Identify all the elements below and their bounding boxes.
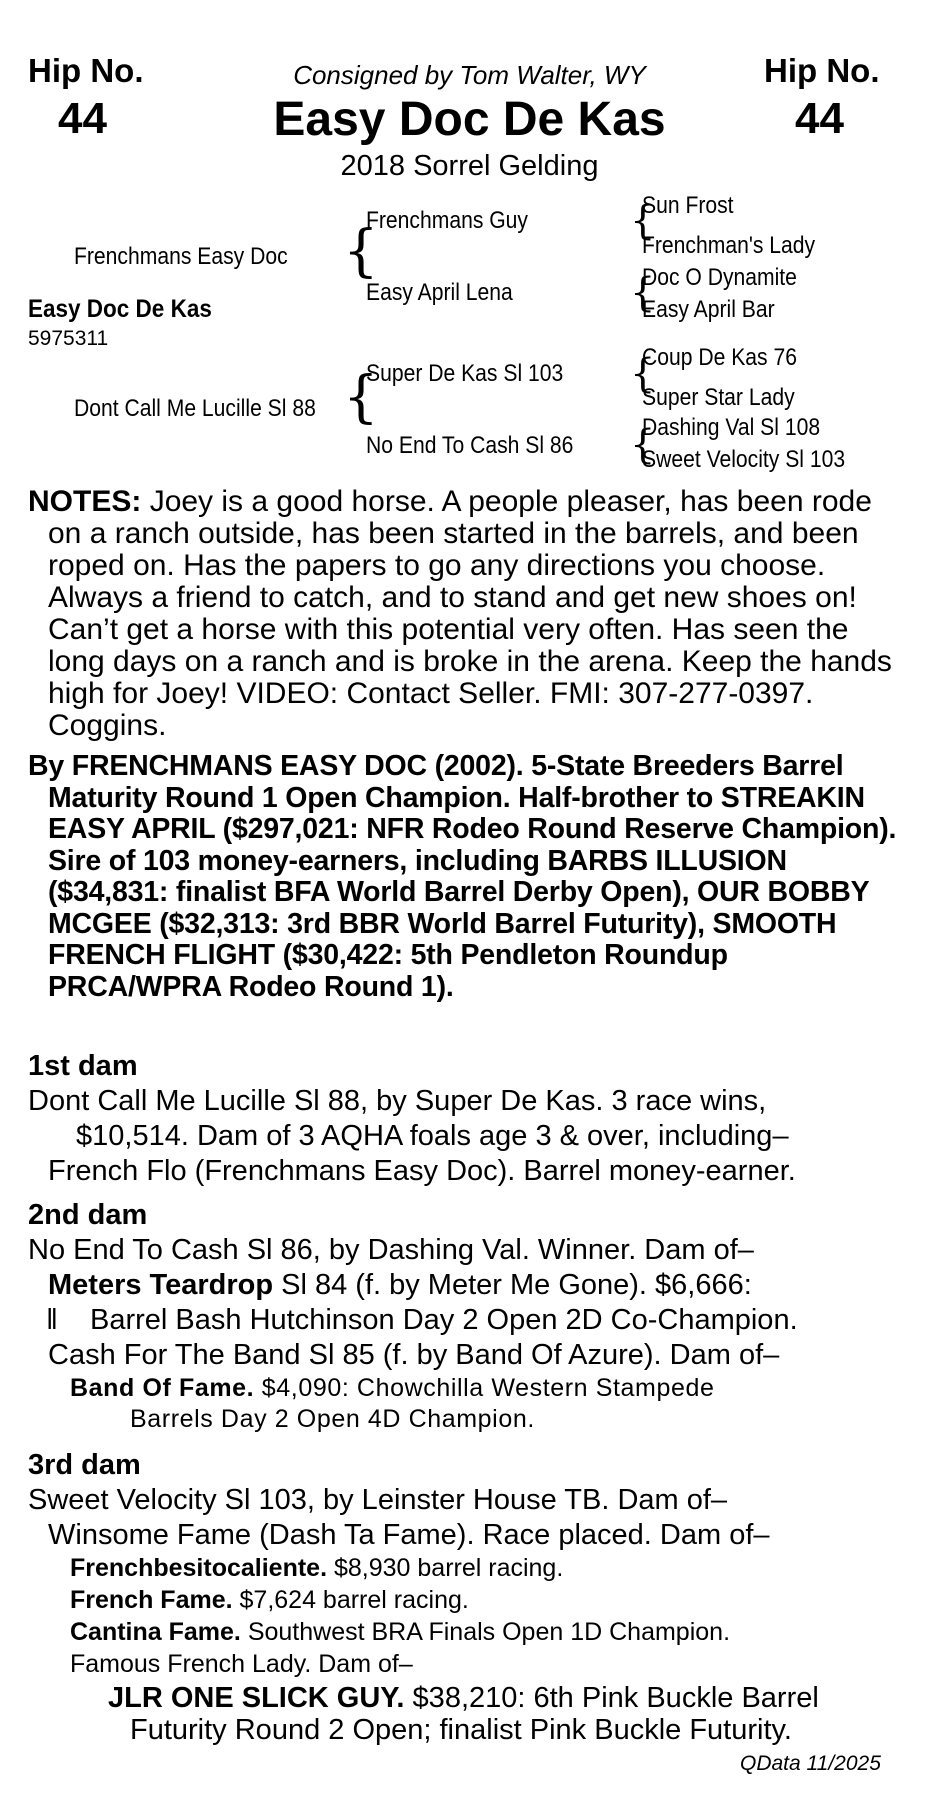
pedigree-dam: Dont Call Me Lucille Sl 88 — [74, 395, 316, 422]
third-dam-line-1: Sweet Velocity Sl 103, by Leinster House TB. Dam of– — [28, 1484, 728, 1516]
pedigree-dam-sire: Super De Kas Sl 103 — [366, 360, 564, 387]
third-dam-line-2: Winsome Fame (Dash Ta Fame). Race placed. Dam of– — [48, 1519, 770, 1551]
pedigree-sire-sire: Frenchmans Guy — [366, 207, 528, 234]
consigned-by: Consigned by Tom Walter, WY — [293, 60, 646, 90]
pedigree-dam-sire-dam: Super Star Lady — [642, 384, 795, 411]
frenchbesitocaliente-details: $8,930 barrel racing. — [327, 1554, 564, 1582]
pedigree-sire-dam: Easy April Lena — [366, 279, 513, 306]
pedigree-sire-dam-dam: Easy April Bar — [642, 296, 775, 323]
third-dam-line-7 — [108, 1682, 819, 1715]
pedigree-sire-dam-sire: Doc O Dynamite — [642, 264, 797, 291]
first-dam-line-1: Dont Call Me Lucille Sl 88, by Super De Kas. 3 race wins, — [28, 1085, 767, 1117]
first-dam-line-2: $10,514. Dam of 3 AQHA foals age 3 & over, including– — [76, 1120, 789, 1152]
second-dam-line-2 — [48, 1269, 752, 1302]
brace-dam-dam: { — [630, 422, 656, 468]
third-dam-line-6: Famous French Lady. Dam of– — [70, 1650, 413, 1678]
sire-info-text: By FRENCHMANS EASY DOC (2002). 5-State Breeders Barrel Maturity Round 1 Open Champion. Half-brother to STREAKIN EASY APRIL ($297,021: NFR Rodeo Round Reserve Champion). Sire of 103 money-earners, including BARBS ILLUSION ($34,831: finalist BFA World Barrel Derby Open), OUR BOBBY MCGEE ($32,313: 3rd BBR World Barrel Futurity), SMOOTH FRENCH FLIGHT ($30,422: 5th Pendleton Roundup PRCA/WPRA Rodeo Round 1). — [28, 750, 897, 1003]
jlr-one-slick-guy-name: JLR ONE SLICK GUY. — [108, 1682, 405, 1714]
meters-teardrop-name: Meters Teardrop — [48, 1269, 274, 1301]
third-dam-line-5 — [70, 1618, 730, 1647]
notes-label: NOTES: — [28, 485, 142, 518]
brace-dam: { — [343, 365, 379, 430]
cantina-fame-name: Cantina Fame. — [70, 1618, 241, 1646]
first-dam-line-3: French Flo (Frenchmans Easy Doc). Barrel money-earner. — [48, 1155, 796, 1187]
pedigree-dam-dam: No End To Cash Sl 86 — [366, 432, 574, 459]
sire-info-section — [28, 751, 900, 1003]
notes-text: Joey is a good horse. A people pleaser, has been rode on a ranch outside, has been started in the barrels, and been roped on. Has the papers to go any directions you choose. Always a friend to catch, and to stand and get new shoes on! Can’t get a horse with this potential very often. Has seen the long days on a ranch and is broke in the arena. Keep the hands high for Joey! VIDEO: Contact Seller. FMI: 307-277-0397. Coggins. — [48, 485, 892, 742]
hip-number-left: 44 — [58, 94, 107, 143]
horse-description: 2018 Sorrel Gelding — [340, 150, 599, 182]
second-dam-line-6: Barrels Day 2 Open 4D Champion. — [130, 1405, 535, 1433]
french-fame-details: $7,624 barrel racing. — [232, 1586, 469, 1614]
second-dam-line-5 — [70, 1374, 715, 1403]
cantina-fame-details: Southwest BRA Finals Open 1D Champion. — [240, 1618, 731, 1646]
registration-number: 5975311 — [28, 327, 109, 350]
frenchbesitocaliente-name: Frenchbesitocaliente. — [70, 1554, 328, 1582]
pedigree-dam-sire-sire: Coup De Kas 76 — [642, 344, 797, 371]
pedigree-sire: Frenchmans Easy Doc — [74, 243, 288, 270]
pedigree-horse-name: Easy Doc De Kas — [28, 295, 212, 323]
brace-sire-dam: { — [630, 270, 656, 316]
pedigree-dam-dam-sire: Dashing Val Sl 108 — [642, 414, 821, 441]
second-dam-line-1: No End To Cash Sl 86, by Dashing Val. Winner. Dam of– — [28, 1234, 754, 1266]
footer-credit: QData 11/2025 — [740, 1752, 881, 1775]
hip-label-left: Hip No. — [28, 52, 144, 89]
second-dam-line-4: Cash For The Band Sl 85 (f. by Band Of Azure). Dam of– — [48, 1339, 780, 1371]
french-fame-name: French Fame. — [70, 1586, 233, 1614]
second-dam-line-3-marker: ‖ — [46, 1304, 58, 1336]
pedigree-dam-dam-dam: Sweet Velocity Sl 103 — [642, 446, 846, 473]
meters-teardrop-details: Sl 84 (f. by Meter Me Gone). $6,666: — [273, 1269, 752, 1301]
third-dam-line-4 — [70, 1586, 469, 1615]
jlr-one-slick-guy-details: $38,210: 6th Pink Buckle Barrel — [404, 1682, 819, 1714]
brace-sire-sire: { — [630, 198, 656, 244]
first-dam-heading: 1st dam — [28, 1050, 138, 1082]
hip-label-right: Hip No. — [764, 52, 880, 89]
notes-section — [28, 486, 900, 742]
band-of-fame-details: $4,090: Chowchilla Western Stampede — [254, 1374, 715, 1402]
pedigree-sire-sire-dam: Frenchman's Lady — [642, 232, 816, 259]
hip-number-right: 44 — [795, 94, 844, 143]
third-dam-line-8: Futurity Round 2 Open; finalist Pink Buckle Futurity. — [130, 1714, 792, 1746]
third-dam-heading: 3rd dam — [28, 1449, 141, 1481]
second-dam-heading: 2nd dam — [28, 1199, 148, 1231]
brace-sire: { — [343, 219, 379, 284]
third-dam-line-3 — [70, 1554, 563, 1583]
pedigree-sire-sire-sire: Sun Frost — [642, 192, 734, 219]
horse-name-title: Easy Doc De Kas — [273, 93, 666, 146]
brace-dam-sire: { — [630, 351, 656, 397]
second-dam-line-3: Barrel Bash Hutchinson Day 2 Open 2D Co-Champion. — [90, 1304, 798, 1336]
band-of-fame-name: Band Of Fame. — [70, 1374, 255, 1402]
